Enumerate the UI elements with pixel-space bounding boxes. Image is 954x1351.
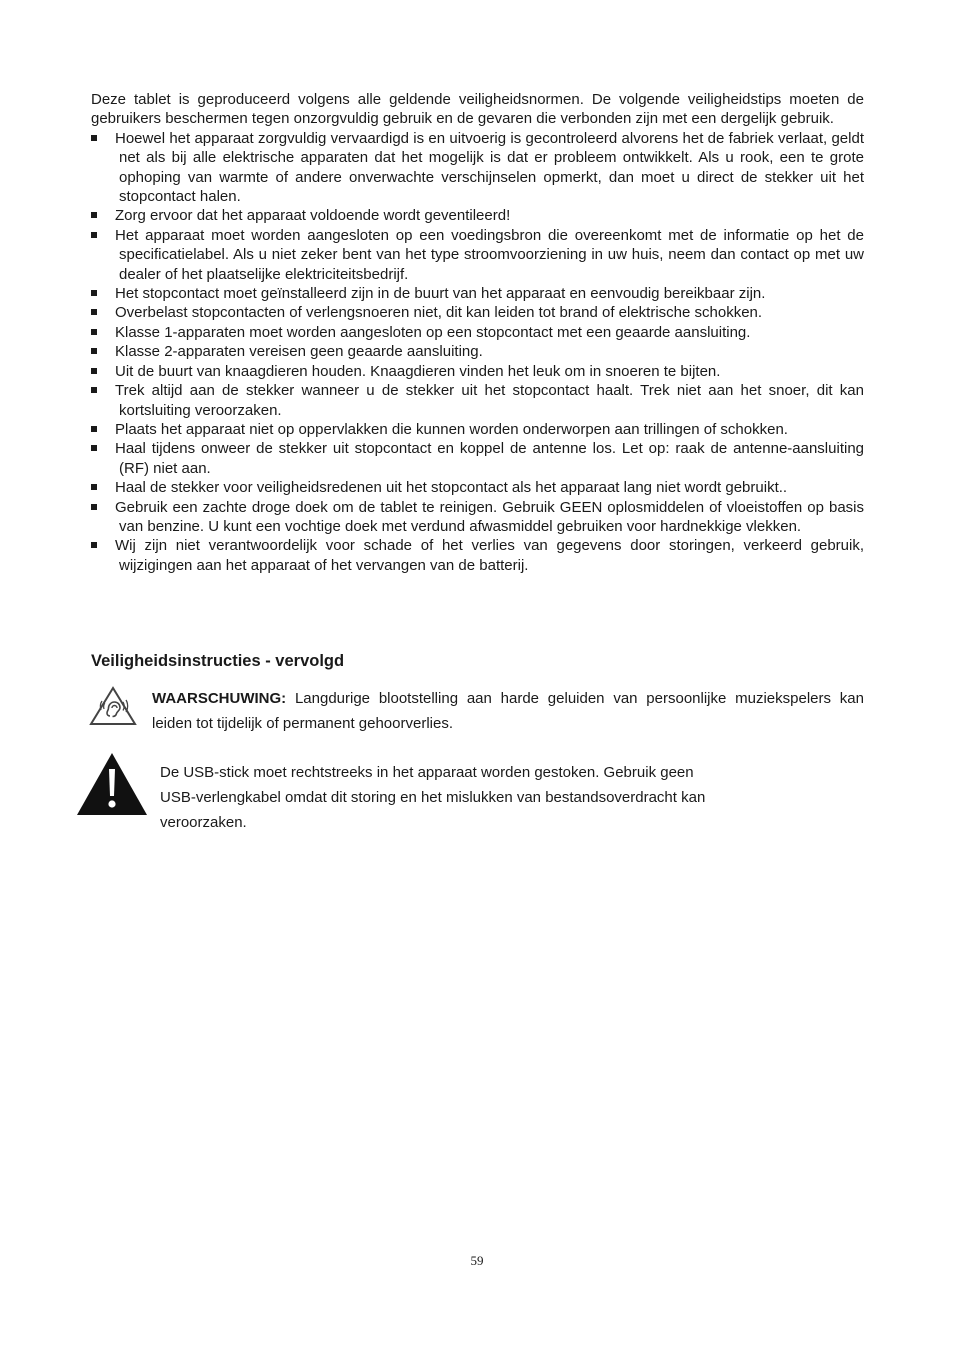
intro-paragraph: Deze tablet is geproduceerd volgens alle geldende veiligheidsnormen. De volgende veiligheidstips moeten de gebruikers beschermen tegen onzorgvuldig gebruik en de gevaren die verbonden zijn met een dergelijk gebruik. <box>91 91 864 128</box>
section-title: Veiligheidsinstructies - vervolgd <box>91 652 345 670</box>
bullet-square-icon <box>91 387 97 393</box>
list-item: Haal tijdens onweer de stekker uit stopcontact en koppel de antenne los. Let op: raak de antenne-aansluiting (RF) niet aan. <box>91 439 864 478</box>
list-item: Overbelast stopcontacten of verlengsnoeren niet, dit kan leiden tot brand of elektrische schokken. <box>91 303 864 322</box>
list-item: Trek altijd aan de stekker wanneer u de stekker uit het stopcontact haalt. Trek niet aan het snoer, dit kan kortsluiting veroorzaken. <box>91 381 864 420</box>
bullet-square-icon <box>91 329 97 335</box>
page-number: 59 <box>470 1253 484 1268</box>
usb-warning-text <box>160 760 800 835</box>
list-item: Wij zijn niet verantwoordelijk voor schade of het verlies van gegevens door storingen, verkeerd gebruik, wijzigingen aan het apparaat of het vervangen van de batterij. <box>91 536 864 575</box>
bullet-square-icon <box>91 135 97 141</box>
bullet-square-icon <box>91 348 97 354</box>
bullet-square-icon <box>91 212 97 218</box>
list-item: Zorg ervoor dat het apparaat voldoende wordt geventileerd! <box>91 206 864 225</box>
bullet-square-icon <box>91 445 97 451</box>
hearing-warning-icon <box>89 686 137 726</box>
bullet-square-icon <box>91 309 97 315</box>
bullet-square-icon <box>91 232 97 238</box>
warning-label: WAARSCHUWING: <box>152 690 287 707</box>
usb-warning-line: USB-verlengkabel omdat dit storing en het mislukken van bestandsoverdracht kan <box>160 789 706 806</box>
list-item: Klasse 2-apparaten vereisen geen geaarde aansluiting. <box>91 342 864 361</box>
bullet-square-icon <box>91 426 97 432</box>
bullet-square-icon <box>91 542 97 548</box>
warning-body: Langdurige blootstelling aan harde geluiden van persoonlijke muziekspelers kan leiden tot tijdelijk of permanent gehoorverlies. <box>152 690 864 732</box>
list-item: Klasse 1-apparaten moet worden aangesloten op een stopcontact met een geaarde aansluiting. <box>91 323 864 342</box>
list-item: Het apparaat moet worden aangesloten op een voedingsbron die overeenkomt met de informatie op het de specificatielabel. Als u niet zeker bent van het type stroomvoorziening in uw huis, neem dan contact op met uw dealer of het plaatselijke elektriciteitsbedrijf. <box>91 226 864 284</box>
caution-triangle-icon <box>76 752 148 816</box>
bullet-square-icon <box>91 368 97 374</box>
list-item: Plaats het apparaat niet op oppervlakken die kunnen worden onderworpen aan trillingen of schokken. <box>91 420 864 439</box>
bullet-square-icon <box>91 290 97 296</box>
list-item: Uit de buurt van knaagdieren houden. Knaagdieren vinden het leuk om in snoeren te bijten. <box>91 362 864 381</box>
bullet-square-icon <box>91 504 97 510</box>
bullet-square-icon <box>91 484 97 490</box>
usb-warning-line: De USB-stick moet rechtstreeks in het apparaat worden gestoken. Gebruik geen <box>160 764 694 781</box>
list-item: Haal de stekker voor veiligheidsredenen uit het stopcontact als het apparaat lang niet wordt gebruikt.. <box>91 478 864 497</box>
safety-text-block <box>91 90 864 575</box>
list-item: Hoewel het apparaat zorgvuldig vervaardigd is en uitvoerig is gecontroleerd alvorens het de fabriek verlaat, geldt net als bij alle elektrische apparaten dat het mogelijk is dat er probleem ontwikkelt. Als u rook, een te grote ophoping van warmte of andere onverwachte verschijnselen opmerkt, dan moet u direct de stekker uit het stopcontact halen. <box>91 129 864 207</box>
hearing-warning-text <box>152 686 864 736</box>
safety-bullet-list <box>91 129 864 575</box>
list-item: Het stopcontact moet geïnstalleerd zijn in de buurt van het apparaat en eenvoudig bereikbaar zijn. <box>91 284 864 303</box>
list-item: Gebruik een zachte droge doek om de tablet te reinigen. Gebruik GEEN oplosmiddelen of vloeistoffen op basis van benzine. U kunt een vochtige doek met verdund afwasmiddel gebruiken voor hardnekkige vlekken. <box>91 498 864 537</box>
usb-warning-line: veroorzaken. <box>160 814 247 831</box>
